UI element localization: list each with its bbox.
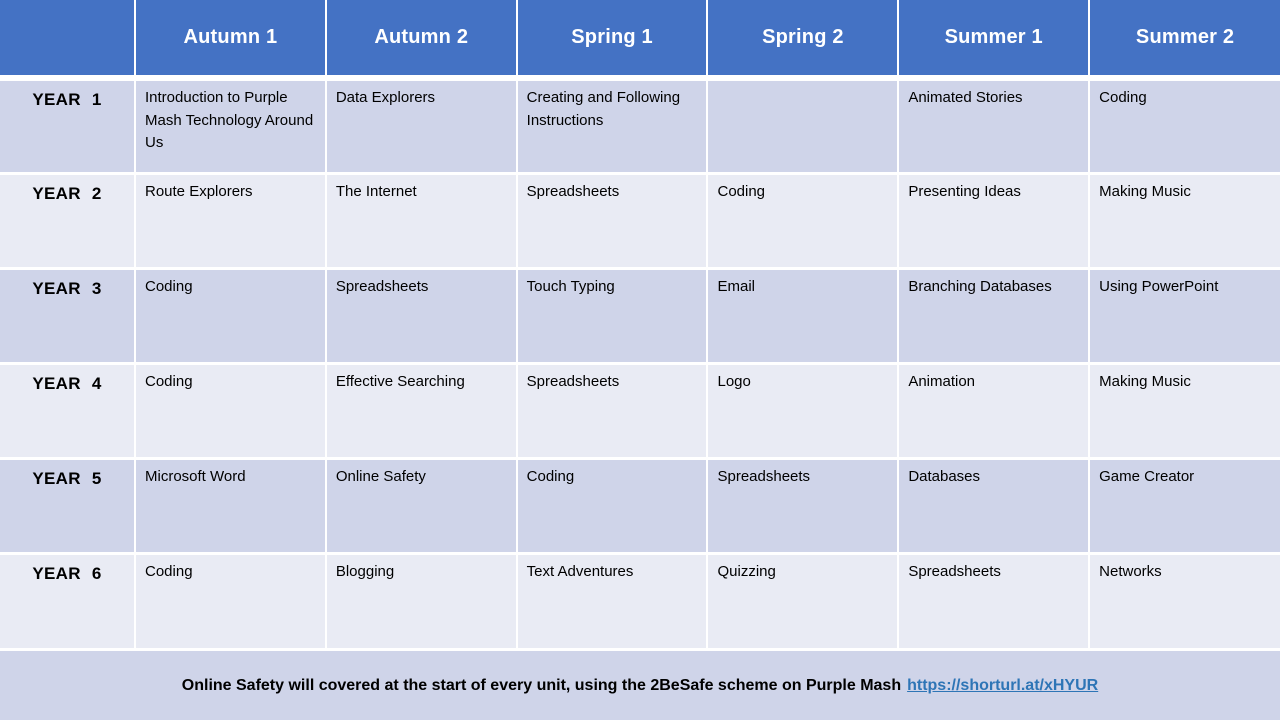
- table-row-year-6: [0, 553, 1280, 648]
- topic-cell: [707, 78, 898, 173]
- table-row-year-5: [0, 458, 1280, 553]
- footer-link[interactable]: https://shorturl.at/xHYUR: [907, 676, 1099, 694]
- footer-note: Online Safety will covered at the start of every unit, using the 2BeSafe scheme on Purple Mash: [181, 676, 902, 694]
- topic-cell: Logo: [707, 363, 898, 458]
- topic-cell: Coding: [517, 458, 708, 553]
- topic-cell: Text Adventures: [517, 553, 708, 648]
- topic-cell: Microsoft Word: [135, 458, 326, 553]
- corner-cell: [0, 0, 135, 78]
- topic-cell: Presenting Ideas: [898, 173, 1089, 268]
- topic-cell: Coding: [135, 268, 326, 363]
- header-cell-spring-2: Spring 2: [707, 0, 898, 78]
- topic-cell: Creating and Following Instructions: [517, 78, 708, 173]
- topic-cell: Coding: [707, 173, 898, 268]
- topic-cell: Networks: [1089, 553, 1280, 648]
- topic-cell: Introduction to Purple Mash Technology Around Us: [135, 78, 326, 173]
- topic-cell: Spreadsheets: [898, 553, 1089, 648]
- topic-cell: Data Explorers: [326, 78, 517, 173]
- topic-cell: Animation: [898, 363, 1089, 458]
- topic-cell: Making Music: [1089, 173, 1280, 268]
- topic-cell: Animated Stories: [898, 78, 1089, 173]
- year-label: YEAR 2: [0, 173, 135, 268]
- year-label: YEAR 3: [0, 268, 135, 363]
- year-label: YEAR 6: [0, 553, 135, 648]
- topic-cell: Spreadsheets: [707, 458, 898, 553]
- topic-cell: Touch Typing: [517, 268, 708, 363]
- topic-cell: Email: [707, 268, 898, 363]
- topic-cell: Using PowerPoint: [1089, 268, 1280, 363]
- topic-cell: Coding: [135, 553, 326, 648]
- year-label: YEAR 4: [0, 363, 135, 458]
- table-row-year-2: [0, 173, 1280, 268]
- table-row-year-1: [0, 78, 1280, 173]
- topic-cell: Game Creator: [1089, 458, 1280, 553]
- topic-cell: Databases: [898, 458, 1089, 553]
- topic-cell: Effective Searching: [326, 363, 517, 458]
- header-cell-spring-1: Spring 1: [517, 0, 708, 78]
- table-row-year-3: [0, 268, 1280, 363]
- topic-cell: Online Safety: [326, 458, 517, 553]
- topic-cell: The Internet: [326, 173, 517, 268]
- topic-cell: Coding: [135, 363, 326, 458]
- topic-cell: Quizzing: [707, 553, 898, 648]
- topic-cell: Blogging: [326, 553, 517, 648]
- table-header-row: [0, 0, 1280, 78]
- footer-note-band: [0, 648, 1280, 720]
- topic-cell: Making Music: [1089, 363, 1280, 458]
- topic-cell: Spreadsheets: [517, 363, 708, 458]
- header-cell-summer-2: Summer 2: [1089, 0, 1280, 78]
- header-cell-autumn-1: Autumn 1: [135, 0, 326, 78]
- topic-cell: Route Explorers: [135, 173, 326, 268]
- topic-cell: Spreadsheets: [326, 268, 517, 363]
- topic-cell: Spreadsheets: [517, 173, 708, 268]
- header-cell-autumn-2: Autumn 2: [326, 0, 517, 78]
- year-label: YEAR 1: [0, 78, 135, 173]
- topic-cell: Coding: [1089, 78, 1280, 173]
- topic-cell: Branching Databases: [898, 268, 1089, 363]
- year-label: YEAR 5: [0, 458, 135, 553]
- table-row-year-4: [0, 363, 1280, 458]
- header-cell-summer-1: Summer 1: [898, 0, 1089, 78]
